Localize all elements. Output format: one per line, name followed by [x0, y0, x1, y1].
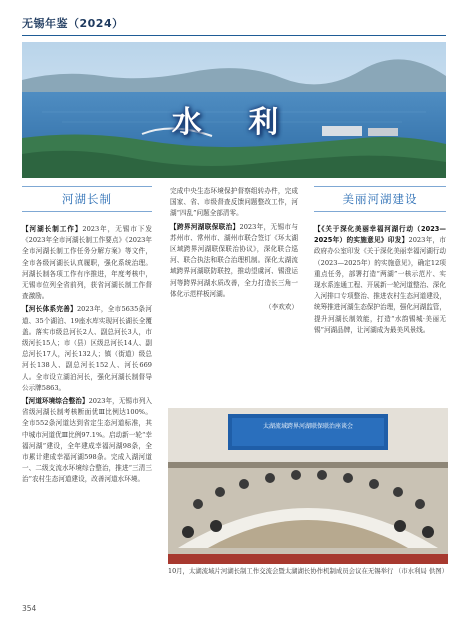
hero-photo	[22, 42, 446, 178]
screen-banner-text: 太湖流域跨界河湖联保联治座谈会	[262, 423, 353, 430]
right-column	[314, 224, 446, 404]
paragraph	[22, 396, 152, 486]
conference-room-image	[168, 408, 448, 564]
section-heading-beautiful-rivers	[314, 186, 446, 212]
section-heading-river-lake-chief	[22, 186, 152, 212]
paragraph-keyword: 【跨界河湖联保联治】	[170, 222, 240, 231]
paragraph	[314, 224, 446, 336]
paragraph	[170, 186, 298, 220]
section-heading-text: 美丽河湖建设	[342, 192, 418, 206]
yearbook-title: 无锡年鉴（2024）	[22, 17, 124, 30]
left-column	[22, 224, 152, 594]
paragraph-text: 2023年，无锡市与苏州市、常州市、湖州市联合签订《环太湖区域跨界河湖联保联治协议》，深化联合巡河、联合执法和联合治理机制。深化太湖流域跨界河湖联防联控，推动望虞河、锡澄运河等跨界河湖水质改善，全力打造长三角一体化示范样板河湖。	[170, 222, 298, 298]
paragraph-text: 2023年，无锡市列入省级河湖长制考核断面优Ⅲ比例达100%。全市552条河道达到省定生态河道标准，其中城市河道优Ⅲ比例97.1%。启动新一轮“幸福河湖”建设，全年建成幸福河湖98条，全市累计建成幸福河湖598条。完成入湖河道一、二级支流水环境综合整治，推进“三清三治”农村生态河道建设，改善河道水环境。	[22, 397, 152, 484]
hero-title: 水 利	[171, 105, 297, 140]
running-header	[22, 14, 446, 36]
paragraph-keyword: 【河长体系完善】	[22, 305, 77, 314]
caption-text: 10月，太湖流域片河湖长制工作交流会暨太湖湖长协作机制成员会议在无锡举行	[168, 567, 394, 575]
section-heading-text: 河湖长制	[62, 192, 112, 206]
paragraph-keyword: 【《关于深化美丽幸福河湖行动（2023—2025年）的实施意见》印发】	[314, 225, 446, 245]
paragraph-text: 2023年，全市5635条河道、35个湖泊、19座水库实现河长湖长全覆盖。落实市级总河长2人、副总河长3人，市级河长15人；市（县）区级总河长14人、副总河长17人，河长132人；镇（街道）级总河长138人、副总河长152人、河长669人。全市设立湖泊河长，强化河湖长制督导公示牌5863。	[22, 305, 152, 392]
paragraph-text: 2023年，无锡市下发《2023年全市河湖长制工作要点》《2023年全市河湖长制工作任务分解方案》等文件，全市各级河湖长认真履职，强化系统治理。河湖长制各项工作有序推进，年度考核中，无锡市位列全省前列，获省河湖长制工作督查激励。	[22, 225, 152, 301]
photo-caption	[168, 566, 448, 577]
author-credit: （李欢欢）	[265, 303, 298, 312]
paragraph	[22, 304, 152, 394]
photo-credit: （市水利局 供图）	[394, 567, 448, 575]
paragraph-text: 2023年，市政府办公室印发《关于深化美丽幸福河湖行动（2023—2025年）的实施意见》，确定12项重点任务，部署打造“两湖”一核示范片、实现水系连通工程、开展新一轮河道整治、深化入河排口专项整治、推进农村生态河道建设，统筹推进河湖生态保护治理，强化河湖监管，提升河湖长制效能，打造“水韵锡城·美丽无锡”河湖品牌，让河湖成为最美风景线。	[314, 236, 446, 334]
paragraph-keyword: 【河湖长制工作】	[22, 225, 83, 233]
paragraph	[22, 224, 152, 302]
conference-photo	[168, 408, 448, 564]
middle-column	[170, 186, 298, 404]
paragraph	[170, 222, 298, 300]
page-number: 354	[22, 604, 37, 613]
paragraph-text: 完成中央生态环境保护督察组转办件，完成国家、省、市级督查反馈问题整改工作，河湖“四乱”问题全部清零。	[170, 187, 298, 218]
paragraph-keyword: 【河道环境综合整治】	[22, 397, 89, 406]
